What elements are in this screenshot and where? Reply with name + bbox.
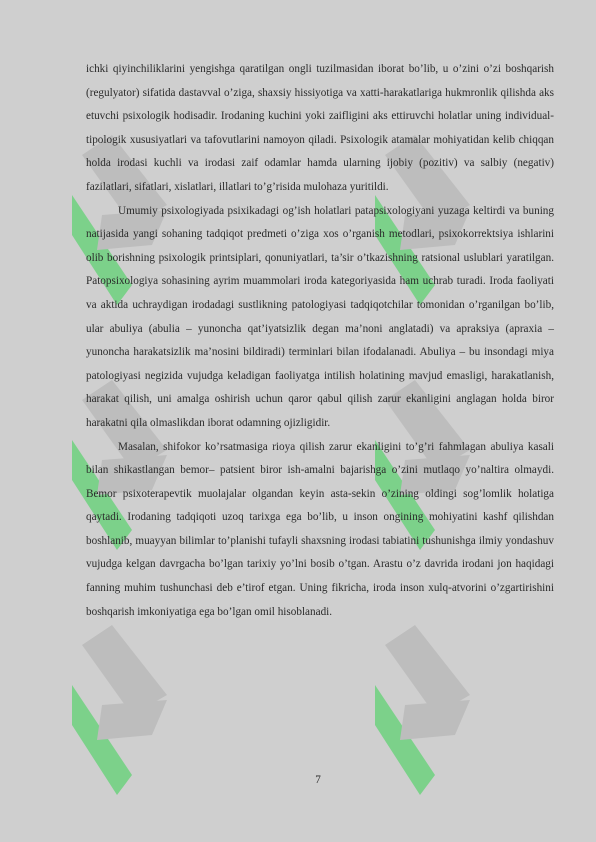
page-number: 7	[315, 774, 321, 786]
body-text	[86, 58, 554, 624]
paragraph: Umumiy psixologiyada psixikadagi og’ish holatlari patapsixologiyani yuzaga keltirdi va buning natijasida yangi sohaning tadqiqot predmeti o’ziga xos o’rganish metodlari, psixokorrektsiya ishlarini olib borishning psixologik printsiplari, qonuniyatlari, ta’sir o’tkazishning ratsional uslublari yaratilgan. Patopsixologiya sohasining ayrim muammolari iroda kategoriyasida ham uchrab turadi. Iroda faoliyati va aktida uchraydigan irodadagi sustlikning patologiyasi tadqiqotchilar tomonidan o’rganilgan bo’lib, ular abuliya (abulia – yunoncha qat’iyatsizlik degan ma’noni anglatadi) va apraksiya (apraxia – yunoncha harakatsizlik ma’nosini bildiradi) terminlari bilan ifodalanadi. Abuliya – bu insondagi miya patologiyasi negizida vujudga keladigan faoliyatga intilish holatining mavjud emasligi, harakatlanish, harakat qilish, uni amalga oshirish uchun qaror qabul qilish zarur ekanligini anglagan holda biror harakatni qila olmaslikdan iborat odamning ojizligidir.	[86, 204, 554, 429]
paragraph: Masalan, shifokor ko’rsatmasiga rioya qilish zarur ekanligini to’g’ri fahmlagan abuliya kasali bilan shikastlangan bemor– patsient biror ish-amalni bajarishga o’zini mutlaqo yo’naltira olmaydi. Bemor psixoterapevtik muolajalar olgandan keyin asta-sekin o’zining oldingi sog’lomlik holatiga qaytadi. Irodaning tadqiqoti uzoq tarixga ega bo’lib, u inson ongining mohiyatini kashf qilishdan boshlanib, muayyan bilimlar to’planishi tufayli shaxsning irodasi tabiatini tushunishga ilmiy yondashuv vujudga kelgan davrgacha bo’lgan tarixiy yo’lni bosib o’tgan. Arastu o’z davrida irodani jon haqidagi fanning muhim tushunchasi deb e’tirof etgan. Uning fikricha, iroda inson xulq-atvorini o’zgartirishini boshqarish imkoniyatiga ega bo’lgan omil hisoblanadi.	[86, 440, 554, 618]
watermark-icon	[375, 625, 475, 795]
paragraph: ichki qiyinchiliklarini yengishga qaratilgan ongli tuzilmasidan iborat bo’lib, u o’zini o’zi boshqarish (regulyator) sifatida dastavval o’ziga, shaxsiy hissiyotiga va xatti-harakatlariga hukmronlik qilishda aks etuvchi psixologik hodisadir. Irodaning kuchini yoki zaifligini aks ettiruvchi holatlar uning individual-tipologik xususiyatlari va tafovutlarini namoyon qiladi. Psixologik atamalar mohiyatidan kelib chiqqan holda irodasi kuchli va irodasi zaif odamlar hamda ularning ijobiy (pozitiv) va salbiy (negativ) fazilatlari, sifatlari, xislatlari, illatlari to’g’risida mulohaza yuritildi.	[86, 63, 554, 193]
watermark-icon	[72, 625, 172, 795]
